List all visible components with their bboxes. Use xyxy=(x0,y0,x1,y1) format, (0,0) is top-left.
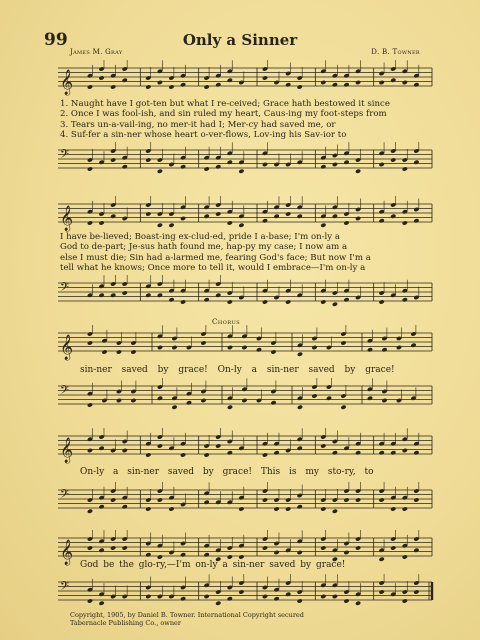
note-head xyxy=(262,452,268,457)
note-head xyxy=(413,160,419,165)
note-head xyxy=(227,450,233,455)
hymn-title: Only a Sinner xyxy=(182,31,298,49)
note-head xyxy=(171,405,177,410)
note-head xyxy=(157,554,163,559)
note-head xyxy=(122,290,128,295)
bass-clef-icon: 𝄢 xyxy=(60,281,70,297)
note-head xyxy=(402,297,408,302)
system-2-treble-staff xyxy=(0,196,480,236)
note-head xyxy=(168,84,174,89)
note-head xyxy=(87,509,93,514)
note-head xyxy=(157,497,163,502)
chorus-line-2: On-ly a sin-ner saved by grace! This is my sto-ry, to xyxy=(80,467,374,477)
note-head xyxy=(204,297,210,302)
note-head xyxy=(87,545,93,550)
note-head xyxy=(227,554,233,559)
note-head xyxy=(204,166,210,171)
note-head xyxy=(332,509,338,514)
verse-line: God to de-part; Je-sus hath found me, hap-py my case; I now am a xyxy=(60,242,348,253)
note-head xyxy=(122,504,128,509)
note-head xyxy=(413,218,419,223)
note-head xyxy=(379,557,385,562)
treble-clef-icon: 𝄞 xyxy=(60,540,74,565)
note-head xyxy=(145,452,151,457)
bass-clef-icon: 𝄢 xyxy=(60,148,70,164)
note-head xyxy=(110,497,116,502)
note-head xyxy=(311,393,317,398)
note-head xyxy=(215,443,221,448)
note-head xyxy=(145,84,151,89)
note-head xyxy=(215,601,221,606)
note-head xyxy=(379,162,385,167)
note-head xyxy=(227,299,233,304)
note-head xyxy=(297,352,303,357)
note-head xyxy=(402,554,408,559)
system-2-bass-staff xyxy=(0,275,480,315)
note-head xyxy=(379,218,385,223)
note-head xyxy=(215,211,221,216)
note-head xyxy=(145,506,151,511)
note-head xyxy=(332,214,338,219)
note-head xyxy=(98,504,104,509)
note-head xyxy=(262,497,268,502)
note-head xyxy=(262,299,268,304)
note-head xyxy=(355,216,361,221)
note-head xyxy=(413,450,419,455)
note-head xyxy=(101,349,107,354)
note-head xyxy=(98,220,104,225)
note-head xyxy=(180,452,186,457)
note-head xyxy=(204,594,210,599)
verse-line: 4. Suf-fer a sin-ner whose heart o-ver-flows, Lov-ing his Sav-ior to xyxy=(60,129,347,140)
note-head xyxy=(116,398,122,403)
composer-credit: D. B. Towner xyxy=(371,48,420,56)
note-head xyxy=(98,548,104,553)
verse-line: 3. Tears un-a-vail-ing, no mer-it had I; Mer-cy had saved me, or xyxy=(60,119,336,130)
note-head xyxy=(355,169,361,174)
note-head xyxy=(186,400,192,405)
note-head xyxy=(157,169,163,174)
copyright-owner: Tabernacle Publishing Co., owner xyxy=(70,619,181,627)
note-head xyxy=(87,340,93,345)
note-head xyxy=(402,506,408,511)
note-head xyxy=(379,80,385,85)
note-head xyxy=(390,450,396,455)
note-head xyxy=(402,80,408,85)
note-head xyxy=(367,396,373,401)
note-head xyxy=(215,164,221,169)
verse-line: 2. Once I was fool-ish, and sin ruled my heart, Caus-ing my foot-steps from xyxy=(60,109,387,120)
note-head xyxy=(273,596,279,601)
note-head xyxy=(297,214,303,219)
note-head xyxy=(227,78,233,83)
chorus-label: Chorus xyxy=(212,318,241,326)
note-head xyxy=(332,302,338,307)
system-1-bass-staff xyxy=(0,142,480,182)
note-head xyxy=(122,448,128,453)
note-head xyxy=(413,497,419,502)
note-head xyxy=(355,80,361,85)
note-head xyxy=(390,157,396,162)
note-head xyxy=(270,400,276,405)
note-head xyxy=(273,214,279,219)
note-head xyxy=(204,214,210,219)
note-head xyxy=(110,545,116,550)
note-head xyxy=(410,343,416,348)
verse-line: else I must die; Sin had a-larmed me, fearing God's face; But now I'm a xyxy=(60,252,371,263)
system-1-treble-staff xyxy=(0,60,480,100)
note-head xyxy=(311,345,317,350)
note-head xyxy=(297,405,303,410)
system-4-bass-staff xyxy=(0,482,480,522)
note-head xyxy=(145,293,151,298)
note-head xyxy=(332,82,338,87)
note-head xyxy=(343,297,349,302)
note-head xyxy=(204,500,210,505)
note-head xyxy=(413,82,419,87)
note-head xyxy=(297,84,303,89)
verse-line: tell what he knows; Once more to tell it, would I embrace—I'm on-ly a xyxy=(60,262,366,273)
note-head xyxy=(273,506,279,511)
note-head xyxy=(215,293,221,298)
note-head xyxy=(87,448,93,453)
note-head xyxy=(98,446,104,451)
note-head xyxy=(171,345,177,350)
verses-system-2 xyxy=(60,232,440,273)
note-head xyxy=(130,398,136,403)
note-head xyxy=(379,299,385,304)
note-head xyxy=(332,594,338,599)
note-head xyxy=(145,211,151,216)
note-head xyxy=(262,594,268,599)
author-credit: James M. Gray xyxy=(70,48,123,56)
note-head xyxy=(262,75,268,80)
treble-clef-icon: 𝄞 xyxy=(60,206,74,231)
note-head xyxy=(262,162,268,167)
note-head xyxy=(273,450,279,455)
note-head xyxy=(180,552,186,557)
hymn-number: 99 xyxy=(44,30,68,50)
note-head xyxy=(110,293,116,298)
note-head xyxy=(320,594,326,599)
note-head xyxy=(262,545,268,550)
note-head xyxy=(157,293,163,298)
note-head xyxy=(402,166,408,171)
note-head xyxy=(320,443,326,448)
note-head xyxy=(157,223,163,228)
note-head xyxy=(343,598,349,603)
note-head xyxy=(285,82,291,87)
note-head xyxy=(122,78,128,83)
note-head xyxy=(355,450,361,455)
note-head xyxy=(340,405,346,410)
bass-clef-icon: 𝄢 xyxy=(60,580,70,596)
note-head xyxy=(367,347,373,352)
note-head xyxy=(110,84,116,89)
note-head xyxy=(180,216,186,221)
note-head xyxy=(402,448,408,453)
note-head xyxy=(157,80,163,85)
note-head xyxy=(256,347,262,352)
note-head xyxy=(215,82,221,87)
system-3-bass-staff xyxy=(0,378,480,418)
note-head xyxy=(241,398,247,403)
note-head xyxy=(87,166,93,171)
note-head xyxy=(130,349,136,354)
system-3-treble-staff xyxy=(0,325,480,365)
note-head xyxy=(180,299,186,304)
note-head xyxy=(116,349,122,354)
note-head xyxy=(110,157,116,162)
bass-clef-icon: 𝄢 xyxy=(60,488,70,504)
note-head xyxy=(273,550,279,555)
note-head xyxy=(227,220,233,225)
copyright-line: Copyright, 1905, by Daniel B. Towner. International Copyright secured xyxy=(70,611,304,619)
note-head xyxy=(285,299,291,304)
verse-line: 1. Naught have I got-ten but what I re-ceived; Grace hath bestowed it since xyxy=(60,99,390,109)
note-head xyxy=(379,497,385,502)
note-head xyxy=(320,223,326,228)
note-head xyxy=(262,218,268,223)
note-head xyxy=(227,160,233,165)
note-head xyxy=(238,506,244,511)
note-head xyxy=(227,405,233,410)
note-head xyxy=(390,78,396,83)
note-head xyxy=(145,157,151,162)
note-head xyxy=(110,214,116,219)
verse-line: I have be-lieved; Boast-ing ex-clud-ed, pride I a-base; I'm on-ly a xyxy=(60,232,341,242)
note-head xyxy=(355,601,361,606)
note-head xyxy=(355,545,361,550)
chorus-line-3: God be the glo-ry,—I'm on-ly a sin-ner saved by grace! xyxy=(80,560,346,570)
note-head xyxy=(390,545,396,550)
note-head xyxy=(285,506,291,511)
note-head xyxy=(145,594,151,599)
note-head xyxy=(320,164,326,169)
note-head xyxy=(343,160,349,165)
system-4-treble-staff xyxy=(0,428,480,468)
note-head xyxy=(98,601,104,606)
note-head xyxy=(390,214,396,219)
note-head xyxy=(379,450,385,455)
note-head xyxy=(122,545,128,550)
note-head xyxy=(320,506,326,511)
note-head xyxy=(332,450,338,455)
note-head xyxy=(285,592,291,597)
note-head xyxy=(204,452,210,457)
note-head xyxy=(379,589,385,594)
note-head xyxy=(241,345,247,350)
note-head xyxy=(297,598,303,603)
note-head xyxy=(98,75,104,80)
note-head xyxy=(157,345,163,350)
note-head xyxy=(320,299,326,304)
note-head xyxy=(180,164,186,169)
bass-clef-icon: 𝄢 xyxy=(60,384,70,400)
note-head xyxy=(390,506,396,511)
system-5-bass-staff xyxy=(0,574,480,614)
note-head xyxy=(157,443,163,448)
note-head xyxy=(168,506,174,511)
note-head xyxy=(168,297,174,302)
note-head xyxy=(238,554,244,559)
note-head xyxy=(343,497,349,502)
note-head xyxy=(297,504,303,509)
note-head xyxy=(180,82,186,87)
note-head xyxy=(145,552,151,557)
treble-clef-icon: 𝄞 xyxy=(60,438,74,463)
note-head xyxy=(413,548,419,553)
note-head xyxy=(157,396,163,401)
note-head xyxy=(320,80,326,85)
note-head xyxy=(204,552,210,557)
note-head xyxy=(297,446,303,451)
copyright-notice xyxy=(70,611,304,627)
note-head xyxy=(413,589,419,594)
note-head xyxy=(340,340,346,345)
note-head xyxy=(381,398,387,403)
note-head xyxy=(238,223,244,228)
note-head xyxy=(343,550,349,555)
note-head xyxy=(87,220,93,225)
note-head xyxy=(87,84,93,89)
note-head xyxy=(320,545,326,550)
note-head xyxy=(204,84,210,89)
note-head xyxy=(285,211,291,216)
note-head xyxy=(227,596,233,601)
note-head xyxy=(343,220,349,225)
note-head xyxy=(381,347,387,352)
note-head xyxy=(326,396,332,401)
note-head xyxy=(87,402,93,407)
note-head xyxy=(200,398,206,403)
note-head xyxy=(270,349,276,354)
verses-system-1 xyxy=(60,99,440,140)
note-head xyxy=(227,345,233,350)
note-head xyxy=(297,550,303,555)
note-head xyxy=(238,169,244,174)
note-head xyxy=(168,223,174,228)
treble-clef-icon: 𝄞 xyxy=(60,70,74,95)
note-head xyxy=(87,598,93,603)
note-head xyxy=(98,293,104,298)
note-head xyxy=(343,82,349,87)
note-head xyxy=(180,596,186,601)
note-head xyxy=(332,162,338,167)
note-head xyxy=(355,497,361,502)
treble-clef-icon: 𝄞 xyxy=(60,335,74,360)
note-head xyxy=(402,598,408,603)
chorus-line-1: sin-ner saved by grace! On-ly a sin-ner saved by grace! xyxy=(80,365,395,375)
note-head xyxy=(122,164,128,169)
note-head xyxy=(402,220,408,225)
note-head xyxy=(396,345,402,350)
note-head xyxy=(238,589,244,594)
note-head xyxy=(200,340,206,345)
